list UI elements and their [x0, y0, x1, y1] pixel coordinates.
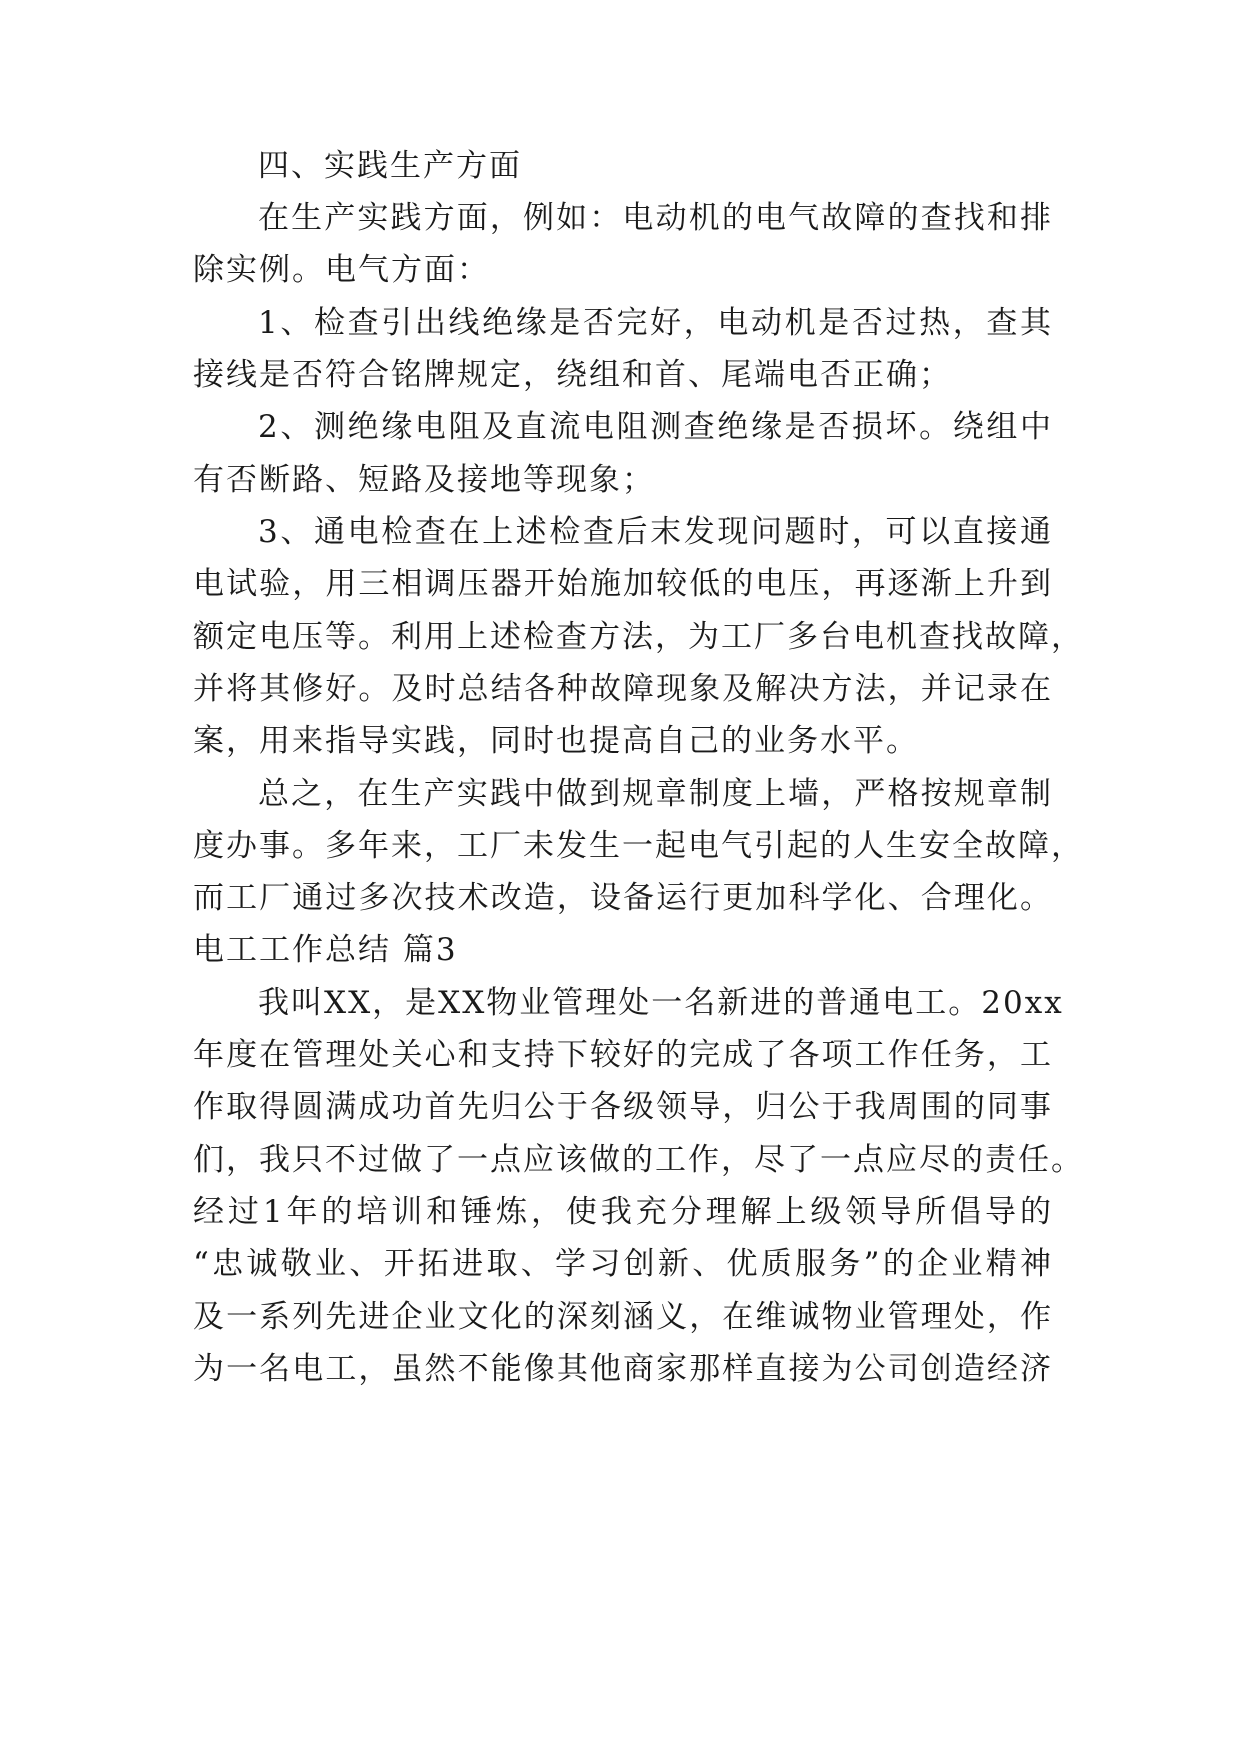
list-item-line: 电试验，用三相调压器开始施加较低的电压，再逐渐上升到 [193, 566, 1053, 602]
list-item-line: 额定电压等。利用上述检查方法，为工厂多台电机查找故障， [193, 619, 1084, 655]
paragraph-line: 总之，在生产实践中做到规章制度上墙，严格按规章制 [258, 776, 1053, 812]
paragraph-line: “忠诚敬业、开拓进取、学习创新、优质服务”的企业精神 [193, 1246, 1053, 1282]
list-item-line: 案，用来指导实践，同时也提高自己的业务水平。 [193, 723, 919, 759]
section-heading: 四、实践生产方面 [258, 148, 522, 184]
paragraph-line: 为一名电工，虽然不能像其他商家那样直接为公司创造经济 [193, 1351, 1053, 1387]
list-item-line: 并将其修好。及时总结各种故障现象及解决方法，并记录在 [193, 671, 1053, 707]
list-item-line: 接线是否符合铭牌规定，绕组和首、尾端电否正确； [193, 357, 952, 393]
paragraph-line: 而工厂通过多次技术改造，设备运行更加科学化、合理化。 [193, 880, 1053, 916]
paragraph-line: 年度在管理处关心和支持下较好的完成了各项工作任务，工 [193, 1037, 1053, 1073]
paragraph-line: 除实例。电气方面： [193, 252, 490, 288]
paragraph-line: 在生产实践方面，例如：电动机的电气故障的查找和排 [258, 200, 1053, 236]
paragraph-line: 们，我只不过做了一点应该做的工作，尽了一点应尽的责任。 [193, 1142, 1084, 1178]
paragraph-line: 及一系列先进企业文化的深刻涵义，在维诚物业管理处，作 [193, 1299, 1053, 1335]
list-item-line: 2、测绝缘电阻及直流电阻测查绝缘是否损坏。绕组中 [258, 409, 1053, 445]
paragraph-line: 作取得圆满成功首先归公于各级领导，归公于我周围的同事 [193, 1089, 1053, 1125]
paragraph-line: 经过1年的培训和锤炼，使我充分理解上级领导所倡导的 [193, 1194, 1053, 1230]
list-item-line: 有否断路、短路及接地等现象； [193, 462, 655, 498]
article-heading: 电工工作总结 篇3 [193, 932, 458, 968]
list-item-line: 3、通电检查在上述检查后末发现问题时，可以直接通 [258, 514, 1053, 550]
list-item-line: 1、检查引出线绝缘是否完好，电动机是否过热，查其 [258, 305, 1053, 341]
paragraph-line: 我叫XX，是XX物业管理处一名新进的普通电工。20xx [258, 985, 1064, 1021]
paragraph-line: 度办事。多年来，工厂未发生一起电气引起的人生安全故障， [193, 828, 1084, 864]
